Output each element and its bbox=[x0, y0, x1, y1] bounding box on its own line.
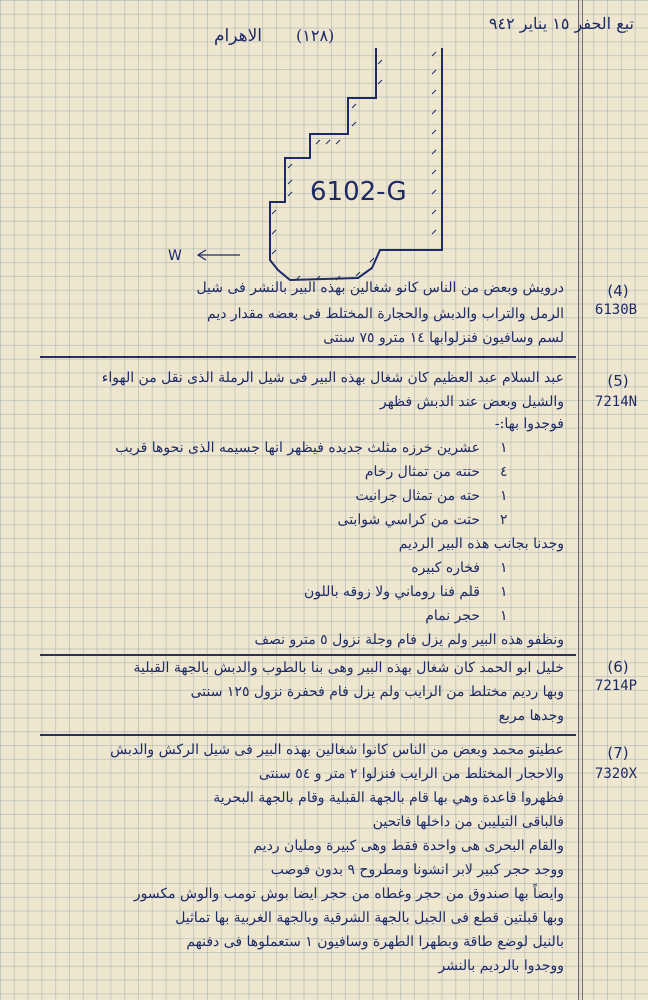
entry-number: (5) bbox=[607, 372, 629, 390]
entry-line: والقام البحرى هى واحدة فقط وهى كبيرة ومليان رديم bbox=[253, 838, 564, 854]
direction-label: W bbox=[168, 248, 182, 264]
tomb-sketch bbox=[160, 40, 460, 290]
entry-number: (4) bbox=[607, 282, 629, 300]
header-date: تبع الحفر ١٥ يناير ٩٤٢ bbox=[488, 14, 634, 33]
entry-line: عطيتو محمد وبعض من الناس كانوا شغالين بهذه البير فى شيل الركش والدبش bbox=[110, 742, 564, 758]
entry-line: وبها رديم مختلط من الرايب ولم يزل فام فحفرة نزول ١٢٥ سنتى bbox=[190, 684, 564, 700]
entry-ref: 7214N bbox=[594, 394, 638, 410]
entry-line: بالنيل لوضع طاقة وبطهرا الطهرة وسافيون ١ ستعملوها فى دفنهم bbox=[186, 934, 564, 950]
entry-line: فظهروا قاعدة وهي بها قام بالجهة القبلية وقام بالجهة البحرية bbox=[213, 790, 564, 806]
item-qty: ١ bbox=[500, 440, 508, 456]
entry-line: ووجد حجر كبير لابر انشونا ومطروح ٩ بدون فوصب bbox=[270, 862, 564, 878]
margin-rule-right bbox=[582, 0, 583, 1000]
item-qty: ١ bbox=[500, 584, 508, 600]
entry-line: عبد السلام عبد العظيم كان شغال بهذه البير فى شيل الرملة الذى نقل من الهواء bbox=[101, 370, 564, 386]
entry-subheading: وجدنا بجانب هذه البير الرديم bbox=[398, 536, 564, 552]
entry-line: لسم وسافيون فنزلوابها ١٤ مترو ٧٥ سنتى bbox=[323, 330, 564, 346]
item-qty: ١ bbox=[500, 488, 508, 504]
sketch-outline bbox=[270, 48, 442, 280]
entry-line: والاحجار المختلط من الرايب فنزلوا ٢ متر و ٥٤ سنتى bbox=[258, 766, 564, 782]
entry-line: والشيل وبعض عند الدبش فظهر bbox=[379, 394, 564, 410]
item-qty: ٢ bbox=[500, 512, 508, 528]
item-text: حتته من تمثال رخام bbox=[364, 464, 480, 480]
header-site: الاهرام bbox=[214, 26, 263, 46]
entry-ref: 6130B bbox=[594, 302, 638, 318]
item-text: حجر نمام bbox=[425, 608, 480, 624]
entry-line: وايضاً بها صندوق من حجر وغطاه من حجر ايضا بوش تومب والوش مكسور bbox=[133, 886, 564, 902]
entry-ref: 7214P bbox=[594, 678, 638, 694]
item-qty: ١ bbox=[500, 608, 508, 624]
entry-line: درويش وبعض من الناس كانو شغالين بهذه البير بالنشر فى شيل bbox=[196, 280, 564, 296]
entry-divider bbox=[40, 654, 576, 656]
sketch-label: 6102-G bbox=[310, 177, 407, 207]
item-text: قلم فنا روماني ولا زوقه باللون bbox=[304, 584, 480, 600]
item-text: حته من تمثال جرانيت bbox=[355, 488, 480, 504]
entry-line: فالباقى التيليبن من داخلها فاتحين bbox=[372, 814, 564, 830]
entry-line: وجدها مربع bbox=[498, 708, 564, 724]
item-text: عشرين خرزه مثلث جديده فيظهر انها جسيمه الذى نحوها قريب bbox=[115, 440, 480, 456]
item-text: فخاره كبيره bbox=[411, 560, 480, 576]
entry-line: فوجدوا بها:- bbox=[494, 416, 564, 432]
entry-number: (7) bbox=[607, 744, 629, 762]
entry-closing: ونظفو هذه البير ولم يزل فام وجلة نزول ٥ مترو نصف bbox=[254, 632, 564, 648]
entry-divider bbox=[40, 734, 576, 736]
entry-divider bbox=[40, 356, 576, 358]
entry-line: الرمل والتراب والدبش والحجارة المختلط فى بعضه مقدار ديم bbox=[207, 306, 564, 322]
item-qty: ٤ bbox=[500, 464, 508, 480]
entry-number: (6) bbox=[607, 658, 629, 676]
entry-line: خليل ابو الحمد كان شغال بهذه البير وهى بنا بالطوب والدبش بالجهة القبلية bbox=[133, 660, 564, 676]
item-qty: ١ bbox=[500, 560, 508, 576]
entry-ref: 7320X bbox=[594, 766, 638, 782]
entry-line: وبها قبلتين قطع فى الجبل بالجهة الشرقية وبالجهة الغربية بها تماثيل bbox=[175, 910, 564, 926]
sketch-hatching bbox=[272, 52, 436, 280]
entry-line: ووجدوا بالرديم بالنشر bbox=[438, 958, 564, 974]
margin-rule-left bbox=[578, 0, 579, 1000]
item-text: حتت من كراسي شوابتى bbox=[337, 512, 480, 528]
header-page-number: (١٢٨) bbox=[296, 26, 335, 45]
